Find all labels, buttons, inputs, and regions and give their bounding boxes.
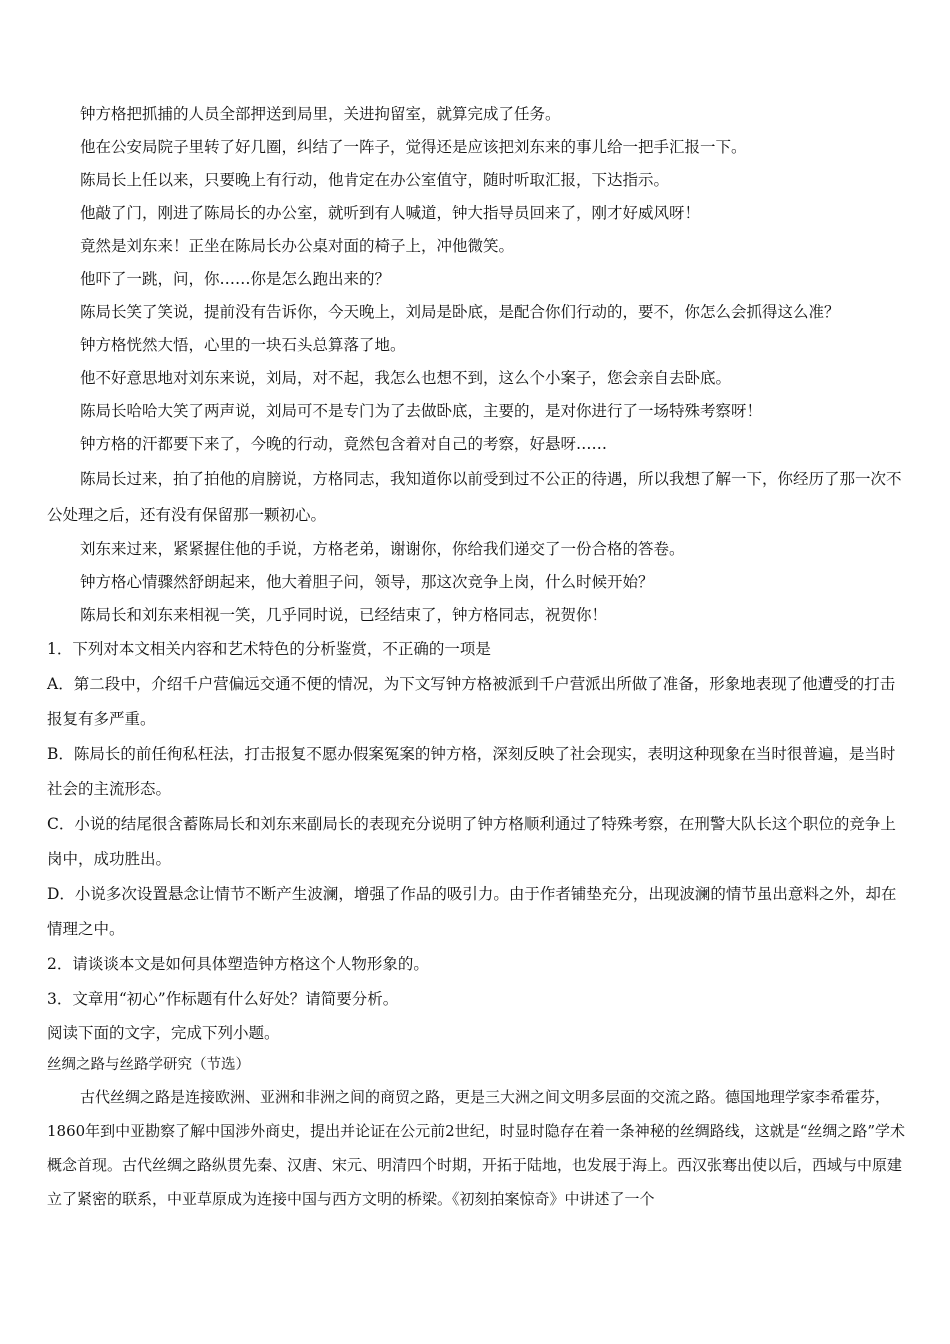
reading-title: 丝绸之路与丝路学研究（节选） — [47, 1057, 250, 1073]
question-1-stem: 1．下列对本文相关内容和艺术特色的分析鉴赏，不正确的一项是 — [47, 640, 491, 658]
story-paragraph: 他敲了门，刚进了陈局长的办公室，就听到有人喊道，钟大指导员回来了，刚才好威风呀！ — [80, 204, 701, 222]
reading-section — [47, 1017, 907, 1216]
story-paragraph: 他在公安局院子里转了好几圈，纠结了一阵子，觉得还是应该把刘东来的事儿给一把手汇报一下。 — [80, 138, 747, 156]
story-section — [47, 98, 907, 632]
story-paragraph: 钟方格恍然大悟，心里的一块石头总算落了地。 — [80, 336, 406, 354]
story-paragraph: 竟然是刘东来！正坐在陈局长办公桌对面的椅子上，冲他微笑。 — [80, 237, 515, 255]
questions-section — [47, 632, 907, 1017]
question-1-option-c: C．小说的结尾很含蓄陈局长和刘东来副局长的表现充分说明了钟方格顺利通过了特殊考察，在刑警大队长这个职位的竞争上岗中，成功胜出。 — [47, 815, 896, 868]
reading-instruction: 阅读下面的文字，完成下列小题。 — [47, 1024, 280, 1042]
story-paragraph: 他不好意思地对刘东来说，刘局，对不起，我怎么也想不到，这么个小案子，您会亲自去卧底。 — [80, 369, 732, 387]
question-1-option-d: D．小说多次设置悬念让情节不断产生波澜，增强了作品的吸引力。由于作者铺垫充分，出现波澜的情节虽出意料之外，却在情理之中。 — [47, 885, 897, 938]
question-1-option-a: A．第二段中，介绍千户营偏远交通不便的情况，为下文写钟方格被派到千户营派出所做了准备，形象地表现了他遭受的打击报复有多严重。 — [47, 675, 896, 728]
reading-paragraph: 古代丝绸之路是连接欧洲、亚洲和非洲之间的商贸之路，更是三大洲之间文明多层面的交流之路。德国地理学家李希霍芬，1860年到中亚勘察了解中国涉外商史，提出并论证在公元前2世纪，时显时隐存在着一条神秘的丝绸路线，这就是“丝绸之路”学术概念首现。古代丝绸之路纵贯先秦、汉唐、宋元、明清四个时期，开拓于陆地，也发展于海上。西汉张骞出使以后，西域与中原建立了紧密的联系，中亚草原成为连接中国与西方文明的桥梁。《初刻拍案惊奇》中讲述了一个 — [47, 1088, 906, 1208]
story-paragraph: 钟方格心情骤然舒朗起来，他大着胆子问，领导，那这次竞争上岗，什么时候开始？ — [80, 573, 654, 591]
story-paragraph: 钟方格把抓捕的人员全部押送到局里，关进拘留室，就算完成了任务。 — [80, 105, 561, 123]
question-1-option-b: B．陈局长的前任徇私枉法，打击报复不愿办假案冤案的钟方格，深刻反映了社会现实，表明这种现象在当时很普遍，是当时社会的主流形态。 — [47, 745, 896, 798]
document-page — [47, 98, 907, 1216]
question-2: 2．请谈谈本文是如何具体塑造钟方格这个人物形象的。 — [47, 955, 429, 973]
story-paragraph: 刘东来过来，紧紧握住他的手说，方格老弟，谢谢你，你给我们递交了一份合格的答卷。 — [80, 540, 685, 558]
story-paragraph: 陈局长上任以来，只要晚上有行动，他肯定在办公室值守，随时听取汇报，下达指示。 — [80, 171, 670, 189]
story-paragraph: 陈局长过来，拍了拍他的肩膀说，方格同志，我知道你以前受到过不公正的待遇，所以我想了解一下，你经历了那一次不公处理之后，还有没有保留那一颗初心。 — [47, 470, 902, 524]
story-paragraph: 陈局长哈哈大笑了两声说，刘局可不是专门为了去做卧底，主要的，是对你进行了一场特殊考察呀！ — [80, 402, 763, 420]
story-paragraph: 钟方格的汗都要下来了，今晚的行动，竟然包含着对自己的考察，好悬呀…… — [80, 435, 608, 453]
story-paragraph: 他吓了一跳，问，你……你是怎么跑出来的？ — [80, 270, 391, 288]
question-3: 3．文章用“初心”作标题有什么好处？请简要分析。 — [47, 990, 399, 1008]
story-paragraph: 陈局长笑了笑说，提前没有告诉你，今天晚上，刘局是卧底，是配合你们行动的，要不，你怎么会抓得这么准？ — [80, 303, 840, 321]
story-paragraph: 陈局长和刘东来相视一笑，几乎同时说，已经结束了，钟方格同志，祝贺你！ — [80, 606, 608, 624]
